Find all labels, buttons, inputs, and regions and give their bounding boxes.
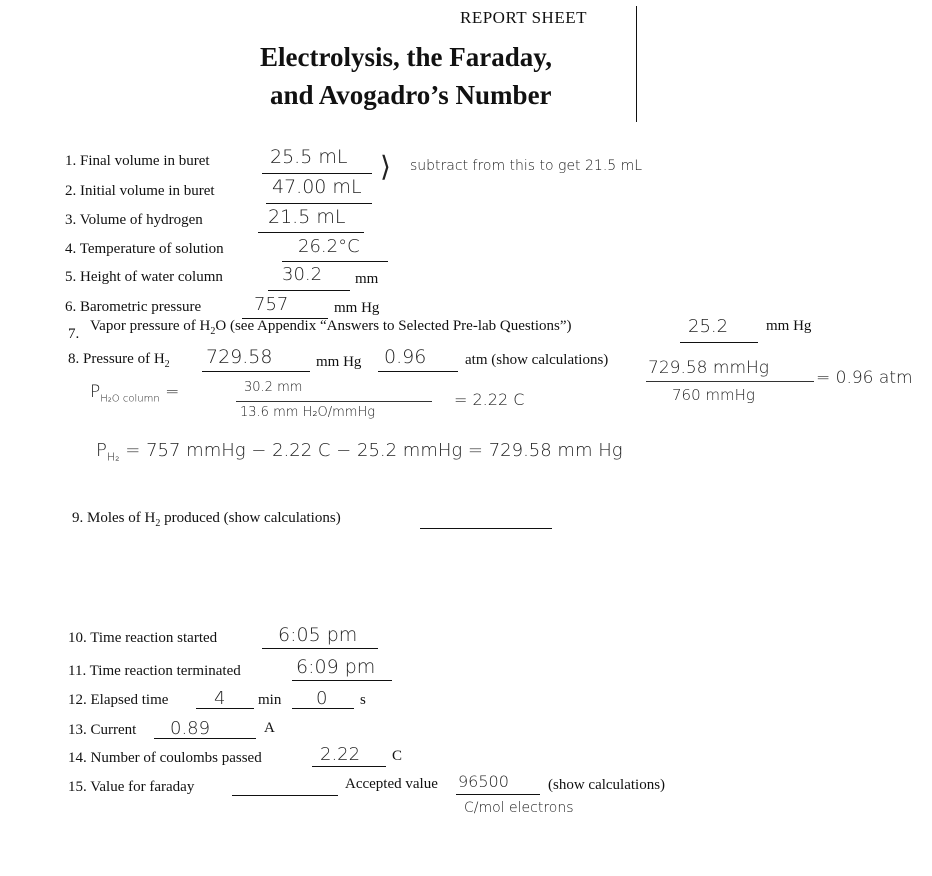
q12-unit-s: s (360, 692, 366, 708)
q11-label: 11. Time reaction terminated (68, 663, 241, 679)
q12-unit-min: min (258, 692, 282, 708)
q1-label: 1. Final volume in buret (65, 153, 210, 169)
calc-col-label: $P_{H_2O column}$ = (90, 382, 180, 405)
q8-underline-mmhg (202, 371, 310, 372)
q2-label: 2. Initial volume in buret (65, 183, 215, 199)
report-sheet-label: REPORT SHEET (460, 8, 587, 27)
q14-underline (312, 766, 386, 767)
q2-answer: 47.00 mL (272, 176, 362, 198)
calc-atm-fraction-bar (646, 381, 814, 382)
q15-accepted-label: Accepted value (345, 776, 438, 792)
q9-underline (420, 528, 552, 529)
q7-label: Vapor pressure of $H_2O$ (see Appendix “Answers to Selected Pre-lab Questions”) (90, 318, 572, 337)
bracket-glyph: ⟩ (380, 150, 391, 183)
q15-accepted-value: 96500 (458, 772, 509, 791)
q13-label: 13. Current (68, 722, 137, 738)
q8-unit-mmhg: mm Hg (316, 354, 362, 370)
q8-answer-mmhg: 729.58 (206, 346, 273, 368)
q4-answer: 26.2°C (298, 236, 360, 257)
q6-unit: mm Hg (334, 300, 380, 316)
q4-underline (282, 261, 388, 262)
page-title-line1: Electrolysis, the Faraday, (260, 42, 552, 72)
q11-answer: 6:09 pm (296, 656, 376, 678)
calc-col-denominator: 13.6 mm H₂O/mmHg (240, 405, 376, 420)
q7-number: 7. (68, 326, 80, 342)
q12-label: 12. Elapsed time (68, 692, 169, 708)
q11-underline (292, 680, 392, 681)
q3-answer: 21.5 mL (268, 206, 346, 228)
q10-underline (262, 648, 378, 649)
q8-unit-atm: atm (show calculations) (465, 352, 609, 368)
calc-col-numerator: 30.2 mm (244, 380, 303, 395)
q13-answer: 0.89 (170, 718, 211, 739)
q12-answer-s: 0 (316, 688, 328, 709)
q12-underline-s (292, 708, 354, 709)
q10-answer: 6:05 pm (278, 624, 358, 646)
q13-underline (154, 738, 256, 739)
q12-underline-min (196, 708, 254, 709)
q9-label: 9. Moles of $H_2$ produced (show calculations) (72, 510, 341, 529)
q14-unit: C (392, 748, 403, 764)
q2-underline (266, 203, 372, 204)
q15-accepted-suffix: (show calculations) (548, 777, 666, 793)
q15-accepted-underline (456, 794, 540, 795)
q6-answer: 757 (254, 294, 289, 315)
calc-h2-expression: $P_{H_2} = 757$ mmHg − 2.22 C − 25.2 mmHg = 729.58 mm Hg (96, 440, 623, 464)
q3-label: 3. Volume of hydrogen (65, 212, 203, 228)
q5-answer: 30.2 (282, 264, 323, 285)
q7-answer: 25.2 (688, 316, 729, 337)
q8-label: 8. Pressure of $H_2$ (68, 351, 170, 370)
q1-underline (262, 173, 372, 174)
q5-label: 5. Height of water column (65, 269, 223, 285)
q5-unit: mm (355, 271, 379, 287)
calc-col-result: = 2.22 C (454, 390, 525, 409)
q14-label: 14. Number of coulombs passed (68, 750, 262, 766)
margin-note: subtract from this to get 21.5 mL (410, 158, 643, 174)
q12-answer-min: 4 (214, 688, 226, 709)
q6-label: 6. Barometric pressure (65, 299, 202, 315)
q14-answer: 2.22 (320, 744, 361, 765)
q13-unit: A (264, 720, 275, 736)
calc-atm-numerator: 729.58 mmHg (648, 358, 769, 378)
q8-answer-atm: 0.96 (384, 346, 427, 368)
calc-col-fraction-bar (236, 401, 432, 402)
q7-unit: mm Hg (766, 318, 812, 334)
q8-underline-atm (378, 371, 458, 372)
q3-underline (258, 232, 364, 233)
calc-atm-result: = 0.96 atm (816, 368, 913, 388)
calc-atm-denominator: 760 mmHg (672, 386, 755, 404)
q10-label: 10. Time reaction started (68, 630, 218, 646)
q1-answer: 25.5 mL (270, 146, 348, 168)
q4-label: 4. Temperature of solution (65, 241, 224, 257)
q5-underline (268, 290, 350, 291)
page-title-line2: and Avogadro’s Number (270, 80, 552, 110)
q15-accepted-unit: C/mol electrons (464, 800, 574, 816)
q7-underline (680, 342, 758, 343)
q15-label: 15. Value for faraday (68, 779, 195, 795)
q15-underline (232, 795, 338, 796)
header-divider (636, 6, 637, 122)
